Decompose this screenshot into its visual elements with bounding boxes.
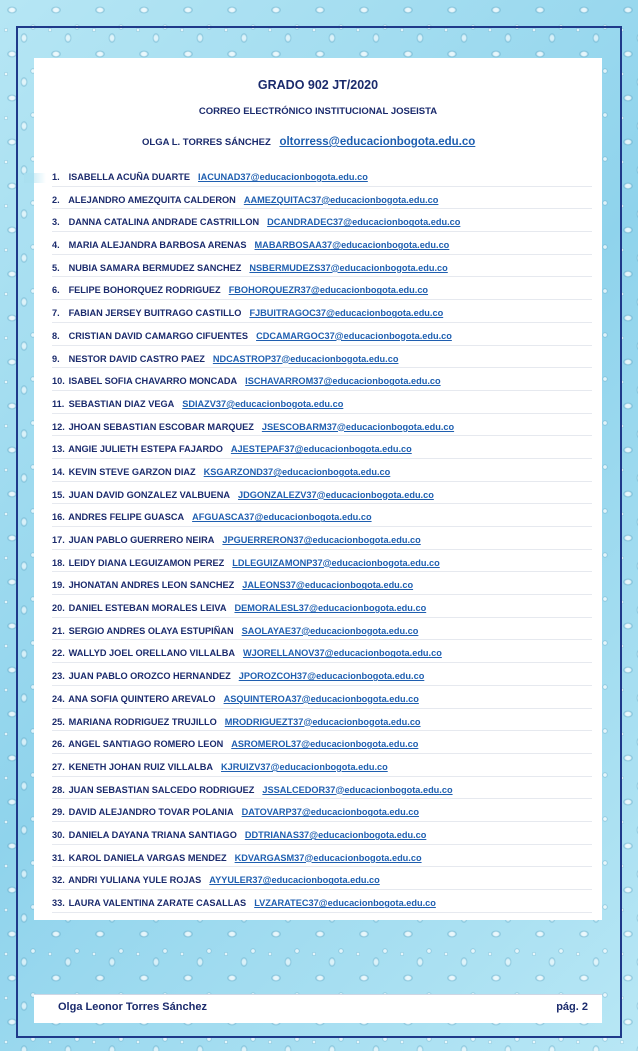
student-email-link[interactable]: FJBUITRAGOC37@educacionbogota.edu.co <box>249 308 444 319</box>
student-row <box>52 801 592 824</box>
student-number: 24. <box>52 693 65 704</box>
student-email-link[interactable]: JPGUERRERON37@educacionbogota.edu.co <box>222 535 421 545</box>
teacher-name: OLGA L. TORRES SÁNCHEZ <box>142 137 271 148</box>
student-row <box>52 370 592 393</box>
student-row <box>52 348 592 371</box>
student-number: 29. <box>52 807 65 818</box>
student-email-link[interactable]: DCANDRADEC37@educacionbogota.edu.co <box>267 217 461 228</box>
student-row <box>52 869 592 892</box>
student-number: 19. <box>52 580 65 591</box>
student-number: 23. <box>52 671 65 682</box>
student-name: FABIAN JERSEY BUITRAGO CASTILLO <box>68 308 242 319</box>
student-row <box>52 597 592 620</box>
student-name: NUBIA SAMARA BERMUDEZ SANCHEZ <box>68 262 242 273</box>
student-email-link[interactable]: SAOLAYAE37@educacionbogota.edu.co <box>241 625 419 636</box>
student-name: DANNA CATALINA ANDRADE CASTRILLON <box>68 217 260 228</box>
student-name: ANDRES FELIPE GUASCA <box>68 512 185 523</box>
teacher-email-link[interactable]: oltorress@educacionbogota.edu.co <box>279 136 476 148</box>
student-row <box>52 779 592 802</box>
student-email-link[interactable]: AFGUASCA37@educacionbogota.edu.co <box>192 512 372 523</box>
document-page <box>34 58 602 920</box>
student-number: 28. <box>52 784 65 795</box>
student-number: 15. <box>52 489 65 500</box>
student-name: DANIELA DAYANA TRIANA SANTIAGO <box>68 829 237 840</box>
student-email-link[interactable]: JALEONS37@educacionbogota.edu.co <box>242 580 414 591</box>
document-title: GRADO 902 JT/2020 <box>257 78 379 92</box>
student-number: 9. <box>52 353 60 364</box>
student-name: SERGIO ANDRES OLAYA ESTUPIÑAN <box>68 625 234 636</box>
student-email-link[interactable]: ASQUINTEROA37@educacionbogota.edu.co <box>223 693 419 704</box>
student-row <box>52 665 592 688</box>
student-number: 7. <box>52 308 60 319</box>
student-number: 3. <box>52 217 60 228</box>
student-row <box>52 847 592 870</box>
student-number: 17. <box>52 535 65 545</box>
student-name: JUAN PABLO GUERRERO NEIRA <box>68 535 215 545</box>
student-name: KEVIN STEVE GARZON DIAZ <box>68 466 196 477</box>
student-number: 16. <box>52 512 65 523</box>
student-email-link[interactable]: NSBERMUDEZS37@educacionbogota.edu.co <box>249 262 448 273</box>
student-email-link[interactable]: LDLEGUIZAMONP37@educacionbogota.edu.co <box>232 557 440 568</box>
student-name: ANGEL SANTIAGO ROMERO LEON <box>68 739 224 750</box>
student-name: DAVID ALEJANDRO TOVAR POLANIA <box>68 807 234 818</box>
student-email-link[interactable]: FBOHORQUEZR37@educacionbogota.edu.co <box>228 285 429 296</box>
student-number: 11. <box>52 398 65 409</box>
student-email-link[interactable]: AYYULER37@educacionbogota.edu.co <box>209 875 380 886</box>
student-number: 2. <box>52 194 60 205</box>
student-email-link[interactable]: JDGONZALEZV37@educacionbogota.edu.co <box>238 489 434 500</box>
student-email-link[interactable]: MABARBOSAA37@educacionbogota.edu.co <box>254 240 450 251</box>
page-number: pág. 2 <box>556 1001 588 1013</box>
student-email-link[interactable]: SDIAZV37@educacionbogota.edu.co <box>182 398 344 409</box>
footer-author: Olga Leonor Torres Sánchez <box>58 1001 207 1013</box>
student-name: LEIDY DIANA LEGUIZAMON PEREZ <box>68 557 225 568</box>
student-number: 4. <box>52 240 60 251</box>
student-email-link[interactable]: CDCAMARGOC37@educacionbogota.edu.co <box>256 330 452 341</box>
student-name: LAURA VALENTINA ZARATE CASALLAS <box>68 898 247 908</box>
student-name: WALLYD JOEL ORELLANO VILLALBA <box>68 648 235 659</box>
teacher-line <box>142 136 475 148</box>
student-name: JUAN SEBASTIAN SALCEDO RODRIGUEZ <box>68 784 255 795</box>
student-name: ISABELLA ACUÑA DUARTE <box>68 172 191 182</box>
student-row <box>52 574 592 597</box>
student-row <box>52 257 592 280</box>
student-row <box>52 279 592 302</box>
student-row <box>52 642 592 665</box>
student-row <box>52 416 592 439</box>
student-name: ISABEL SOFIA CHAVARRO MONCADA <box>68 376 238 387</box>
student-row <box>52 325 592 348</box>
student-name: FELIPE BOHORQUEZ RODRIGUEZ <box>68 285 221 296</box>
student-row <box>52 733 592 756</box>
student-name: ALEJANDRO AMEZQUITA CALDERON <box>68 194 236 205</box>
student-name: JUAN DAVID GONZALEZ VALBUENA <box>68 489 231 500</box>
student-row <box>52 552 592 575</box>
student-email-link[interactable]: DATOVARP37@educacionbogota.edu.co <box>241 807 420 818</box>
student-row <box>52 484 592 507</box>
student-name: ANA SOFIA QUINTERO AREVALO <box>68 693 216 704</box>
student-email-link[interactable]: NDCASTROP37@educacionbogota.edu.co <box>212 353 399 364</box>
student-name: JUAN PABLO OROZCO HERNANDEZ <box>68 671 231 682</box>
student-row <box>52 438 592 461</box>
student-row <box>52 824 592 847</box>
student-row <box>52 166 592 189</box>
student-number: 32. <box>52 875 65 886</box>
student-row <box>52 461 592 484</box>
student-row <box>52 506 592 529</box>
student-row <box>52 529 592 552</box>
student-email-link[interactable]: AJESTEPAF37@educacionbogota.edu.co <box>230 444 412 455</box>
student-email-link[interactable]: AAMEZQUITAC37@educacionbogota.edu.co <box>243 194 439 205</box>
student-number: 5. <box>52 262 60 273</box>
student-list <box>52 166 592 915</box>
student-email-link[interactable]: KDVARGASM37@educacionbogota.edu.co <box>234 852 422 863</box>
student-name: SEBASTIAN DIAZ VEGA <box>68 398 175 409</box>
student-number: 22. <box>52 648 65 659</box>
student-number: 14. <box>52 466 65 477</box>
student-name: ANDRI YULIANA YULE ROJAS <box>68 875 202 886</box>
list-marker <box>24 173 46 183</box>
student-row <box>52 711 592 734</box>
student-email-link[interactable]: WJORELLANOV37@educacionbogota.edu.co <box>242 648 442 659</box>
student-name: MARIA ALEJANDRA BARBOSA ARENAS <box>68 240 247 251</box>
student-number: 33. <box>52 898 65 908</box>
student-row <box>52 393 592 416</box>
student-email-link[interactable]: JSESCOBARM37@educacionbogota.edu.co <box>261 421 455 432</box>
student-row <box>52 756 592 779</box>
document-subtitle: CORREO ELECTRÓNICO INSTITUCIONAL JOSEISTA <box>198 106 438 117</box>
student-name: JHOAN SEBASTIAN ESCOBAR MARQUEZ <box>68 421 254 432</box>
student-number: 1. <box>52 172 60 182</box>
student-number: 30. <box>52 829 65 840</box>
student-email-link[interactable]: JSSALCEDOR37@educacionbogota.edu.co <box>262 784 453 795</box>
student-email-link[interactable]: DDTRIANAS37@educacionbogota.edu.co <box>244 829 427 840</box>
student-email-link[interactable]: KJRUIZV37@educacionbogota.edu.co <box>221 761 388 772</box>
student-name: ANGIE JULIETH ESTEPA FAJARDO <box>68 444 223 455</box>
student-email-link[interactable]: MRODRIGUEZT37@educacionbogota.edu.co <box>224 716 421 727</box>
student-number: 21. <box>52 625 65 636</box>
student-number: 10. <box>52 376 65 387</box>
student-name: KENETH JOHAN RUIZ VILLALBA <box>68 761 214 772</box>
student-number: 26. <box>52 739 65 750</box>
student-name: KAROL DANIELA VARGAS MENDEZ <box>68 852 227 863</box>
student-name: JHONATAN ANDRES LEON SANCHEZ <box>68 580 235 591</box>
student-email-link[interactable]: ASROMEROL37@educacionbogota.edu.co <box>231 739 419 750</box>
student-row <box>52 211 592 234</box>
page-footer <box>34 994 602 1023</box>
student-row <box>52 189 592 212</box>
student-email-link[interactable]: JPOROZCOH37@educacionbogota.edu.co <box>238 671 425 682</box>
student-number: 31. <box>52 852 65 863</box>
student-row <box>52 620 592 643</box>
student-row <box>52 234 592 257</box>
student-email-link[interactable]: IACUNAD37@educacionbogota.edu.co <box>198 172 368 182</box>
student-name: CRISTIAN DAVID CAMARGO CIFUENTES <box>68 330 249 341</box>
student-email-link[interactable]: DEMORALESL37@educacionbogota.edu.co <box>234 603 427 614</box>
student-number: 6. <box>52 285 60 296</box>
student-row <box>52 688 592 711</box>
student-number: 27. <box>52 761 65 772</box>
student-row <box>52 892 592 915</box>
student-name: NESTOR DAVID CASTRO PAEZ <box>68 353 205 364</box>
student-email-link[interactable]: ISCHAVARROM37@educacionbogota.edu.co <box>245 376 441 387</box>
student-email-link[interactable]: LVZARATEC37@educacionbogota.edu.co <box>254 898 436 908</box>
student-number: 13. <box>52 444 65 455</box>
student-row <box>52 302 592 325</box>
student-number: 20. <box>52 603 65 614</box>
student-number: 18. <box>52 557 65 568</box>
student-number: 12. <box>52 421 65 432</box>
student-number: 25. <box>52 716 65 727</box>
student-name: MARIANA RODRIGUEZ TRUJILLO <box>68 716 217 727</box>
student-name: DANIEL ESTEBAN MORALES LEIVA <box>68 603 227 614</box>
student-number: 8. <box>52 330 60 341</box>
student-email-link[interactable]: KSGARZOND37@educacionbogota.edu.co <box>203 466 391 477</box>
